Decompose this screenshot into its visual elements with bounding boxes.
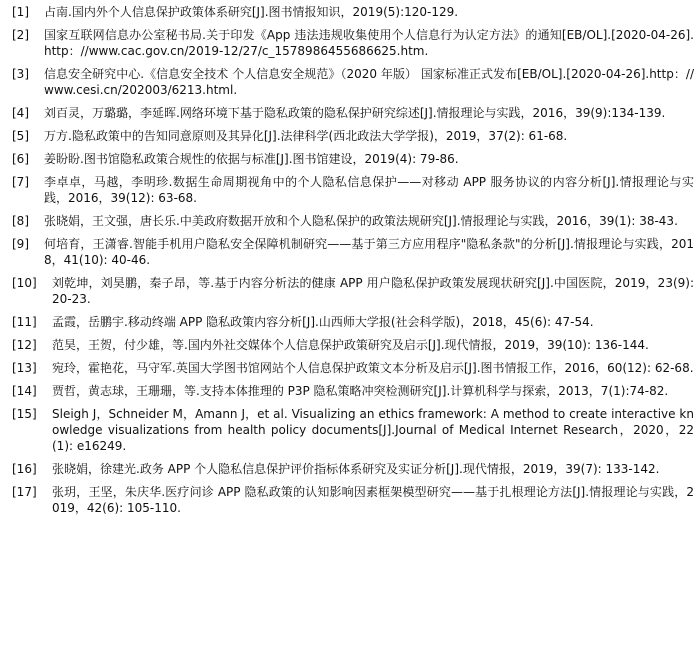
reference-number: [9] bbox=[12, 237, 29, 251]
reference-text: 刘百灵，万璐璐，李延晖.网络环境下基于隐私政策的隐私保护研究综述[J].情报理论与实践，2016，39(9):134-139. bbox=[44, 106, 666, 120]
reference-text: 占南.国内外个人信息保护政策体系研究[J].图书情报知识，2019(5):120-129. bbox=[44, 5, 459, 19]
reference-number: [4] bbox=[12, 106, 29, 120]
reference-number: [2] bbox=[12, 28, 29, 42]
reference-number: [1] bbox=[12, 5, 29, 19]
reference-number: [17] bbox=[12, 485, 37, 499]
reference-text: 万方.隐私政策中的告知同意原则及其异化[J].法律科学(西北政法大学学报)，2019，37(2): 61-68. bbox=[44, 129, 568, 143]
reference-item bbox=[12, 105, 694, 121]
reference-number: [7] bbox=[12, 175, 29, 189]
reference-text: 刘乾坤，刘昊鹏，秦子昂，等.基于内容分析法的健康 APP 用户隐私保护政策发展现状研究[J].中国医院，2019，23(9): 20-23. bbox=[52, 276, 694, 306]
reference-number: [3] bbox=[12, 67, 29, 81]
reference-text: Sleigh J，Schneider M，Amann J，et al. Visualizing an ethics framework: A method to create interactive knowledge visualizations from health policy documents[J].Journal of Medical Internet Research，2020，22(1): e16249. bbox=[52, 407, 694, 453]
reference-text: 贾哲，黄志球，王珊珊，等.支持本体推理的 P3P 隐私策略冲突检测研究[J].计算机科学与探索，2013，7(1):74-82. bbox=[52, 384, 669, 398]
reference-number: [16] bbox=[12, 462, 37, 476]
reference-item bbox=[12, 174, 694, 206]
reference-number: [13] bbox=[12, 361, 37, 375]
reference-number: [14] bbox=[12, 384, 37, 398]
reference-text: 李卓卓，马越，李明珍.数据生命周期视角中的个人隐私信息保护——对移动 APP 服务协议的内容分析[J].情报理论与实践，2016，39(12): 63-68. bbox=[44, 175, 694, 205]
reference-text: 姜盼盼.图书馆隐私政策合规性的依据与标准[J].图书馆建设，2019(4): 79-86. bbox=[44, 152, 459, 166]
reference-item bbox=[12, 461, 694, 477]
reference-text: 孟霞，岳鹏宇.移动终端 APP 隐私政策内容分析[J].山西师大学报(社会科学版)，2018，45(6): 47-54. bbox=[52, 315, 594, 329]
reference-number: [12] bbox=[12, 338, 37, 352]
reference-item bbox=[12, 213, 694, 229]
reference-list bbox=[12, 4, 694, 516]
reference-item bbox=[12, 128, 694, 144]
reference-number: [8] bbox=[12, 214, 29, 228]
reference-text: 国家互联网信息办公室秘书局.关于印发《App 违法违规收集使用个人信息行为认定方法》的通知[EB/OL].[2020-04-26].http：//www.cac.gov.cn/2019-12/27/c_1578986455686625.htm. bbox=[44, 28, 694, 58]
reference-item bbox=[12, 27, 694, 59]
reference-text: 信息安全研究中心.《信息安全技术 个人信息安全规范》（2020 年版） 国家标准正式发布[EB/OL].[2020-04-26].http：//www.cesi.cn/202003/6213.html. bbox=[44, 67, 694, 97]
reference-text: 宛玲，霍艳花，马守军.英国大学图书馆网站个人信息保护政策文本分析及启示[J].图书情报工作，2016，60(12): 62-68. bbox=[52, 361, 694, 375]
reference-number: [10] bbox=[12, 276, 37, 290]
reference-item bbox=[12, 383, 694, 399]
reference-item bbox=[12, 484, 694, 516]
reference-item bbox=[12, 66, 694, 98]
reference-number: [5] bbox=[12, 129, 29, 143]
reference-item bbox=[12, 337, 694, 353]
reference-number: [15] bbox=[12, 407, 37, 421]
reference-text: 张玥，王坚，朱庆华.医疗问诊 APP 隐私政策的认知影响因素框架模型研究——基于扎根理论方法[J].情报理论与实践，2019，42(6): 105-110. bbox=[52, 485, 694, 515]
reference-item bbox=[12, 314, 694, 330]
reference-text: 张晓娟，徐建光.政务 APP 个人隐私信息保护评价指标体系研究及实证分析[J].现代情报，2019，39(7): 133-142. bbox=[52, 462, 660, 476]
reference-item bbox=[12, 360, 694, 376]
reference-number: [11] bbox=[12, 315, 37, 329]
reference-item bbox=[12, 151, 694, 167]
reference-number: [6] bbox=[12, 152, 29, 166]
reference-item bbox=[12, 406, 694, 454]
reference-text: 何培育，王潇睿.智能手机用户隐私安全保障机制研究——基于第三方应用程序"隐私条款"的分析[J].情报理论与实践，2018，41(10): 40-46. bbox=[44, 237, 694, 267]
reference-text: 范昊，王贺，付少雄，等.国内外社交媒体个人信息保护政策研究及启示[J].现代情报，2019，39(10): 136-144. bbox=[52, 338, 649, 352]
reference-text: 张晓娟，王文强，唐长乐.中美政府数据开放和个人隐私保护的政策法规研究[J].情报理论与实践，2016，39(1): 38-43. bbox=[44, 214, 678, 228]
reference-item bbox=[12, 275, 694, 307]
reference-item bbox=[12, 4, 694, 20]
reference-item bbox=[12, 236, 694, 268]
